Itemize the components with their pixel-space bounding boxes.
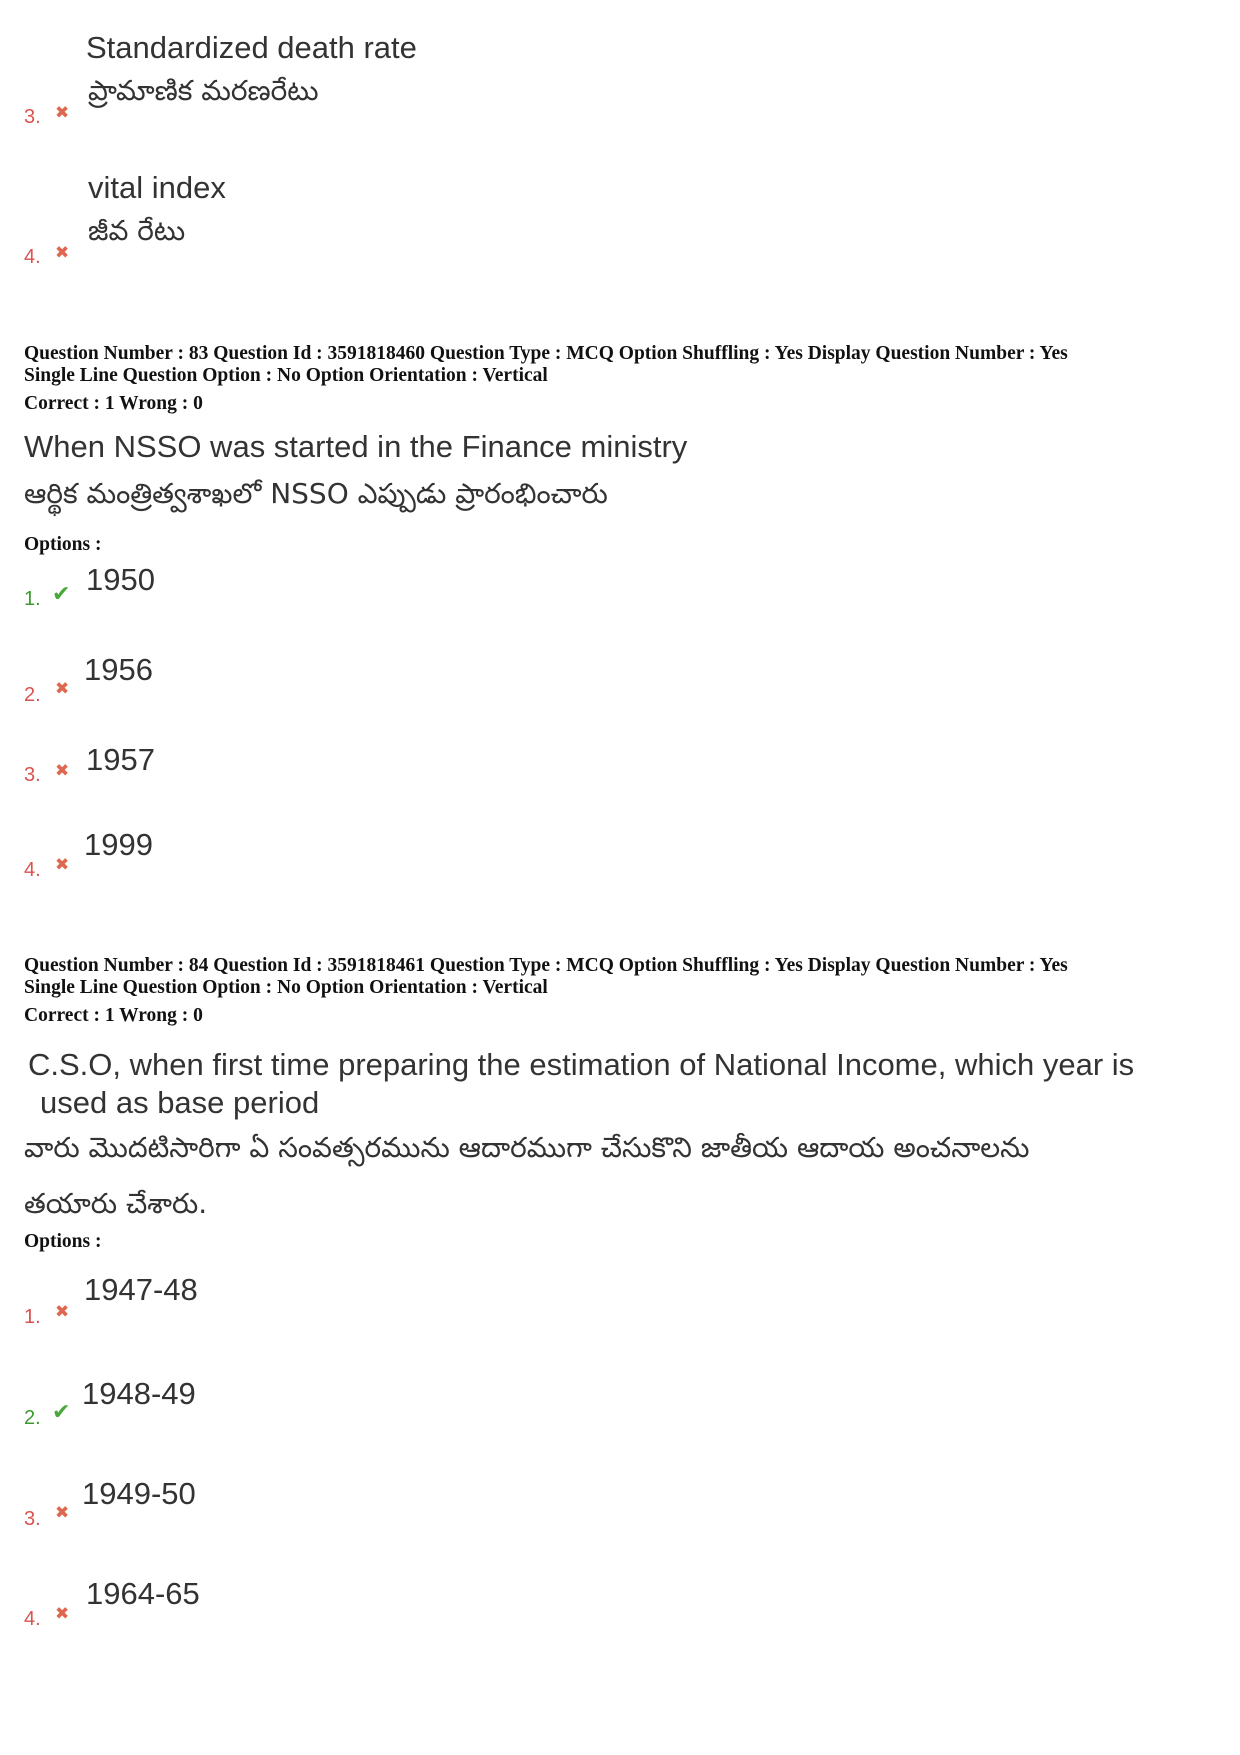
- q83-option-1-number: 1.: [24, 588, 41, 610]
- q84-option-3-number: 3.: [24, 1508, 41, 1530]
- question-84-text-te-line1: వారు మొదటిసారిగా ఏ సంవత్సరమును ఆదారముగా చేసుకొని జాతీయ ఆదాయ అంచనాలను: [24, 1131, 1030, 1164]
- q84-option-1-number: 1.: [24, 1306, 41, 1328]
- question-84-text-en-line1: C.S.O, when first time preparing the estimation of National Income, which year is: [28, 1047, 1135, 1082]
- q83-option-1-text: 1950: [86, 562, 155, 597]
- q84-option-2-text: 1948-49: [82, 1376, 196, 1411]
- cross-icon: ✖: [55, 103, 70, 122]
- cross-icon: ✖: [55, 1302, 70, 1321]
- q84-option-4-text: 1964-65: [86, 1576, 200, 1611]
- q84-option-1-text: 1947-48: [84, 1272, 198, 1307]
- question-83-text-te: ఆర్థిక మంత్రిత్వశాఖలో NSSO ఎప్పుడు ప్రారంభించారు: [24, 477, 608, 510]
- q83-option-2-number: 2.: [24, 684, 41, 706]
- q83-option-3-text: 1957: [86, 742, 155, 777]
- option-3-text-te: ప్రామాణిక మరణరేటు: [88, 74, 319, 107]
- question-84-options-label: Options :: [24, 1231, 102, 1252]
- q84-option-3-text: 1949-50: [82, 1476, 196, 1511]
- question-84-meta-line2: Single Line Question Option : No Option Orientation : Vertical: [24, 977, 548, 998]
- q84-option-4-number: 4.: [24, 1608, 41, 1630]
- cross-icon: ✖: [55, 1503, 70, 1522]
- question-83-score: Correct : 1 Wrong : 0: [24, 393, 203, 414]
- q83-option-3-number: 3.: [24, 764, 41, 786]
- option-3-number: 3.: [24, 106, 41, 128]
- cross-icon: ✖: [55, 761, 70, 780]
- check-icon: ✔: [52, 1399, 71, 1424]
- question-84-score: Correct : 1 Wrong : 0: [24, 1005, 203, 1026]
- question-83-meta-line1: Question Number : 83 Question Id : 3591818460 Question Type : MCQ Option Shuffling : Yes Display Question Number : Yes: [24, 343, 1068, 364]
- question-83-text-en: When NSSO was started in the Finance ministry: [24, 429, 688, 464]
- question-83-meta-line2: Single Line Question Option : No Option Orientation : Vertical: [24, 365, 548, 386]
- cross-icon: ✖: [55, 679, 70, 698]
- q83-option-4-number: 4.: [24, 859, 41, 881]
- question-83-options-label: Options :: [24, 534, 102, 555]
- option-3-text-en: Standardized death rate: [86, 30, 417, 65]
- cross-icon: ✖: [55, 243, 70, 262]
- question-84-meta-line1: Question Number : 84 Question Id : 3591818461 Question Type : MCQ Option Shuffling : Yes Display Question Number : Yes: [24, 955, 1068, 976]
- cross-icon: ✖: [55, 1604, 70, 1623]
- q84-option-2-number: 2.: [24, 1407, 41, 1429]
- q83-option-2-text: 1956: [84, 652, 153, 687]
- option-4-text-te: జీవ రేటు: [88, 214, 186, 247]
- check-icon: ✔: [52, 581, 71, 606]
- q83-option-4-text: 1999: [84, 827, 153, 862]
- question-84-text-en-line2: used as base period: [40, 1085, 320, 1120]
- option-4-text-en: vital index: [88, 170, 226, 205]
- question-84-text-te-line2: తయారు చేశారు.: [24, 1187, 208, 1220]
- cross-icon: ✖: [55, 855, 70, 874]
- option-4-number: 4.: [24, 246, 41, 268]
